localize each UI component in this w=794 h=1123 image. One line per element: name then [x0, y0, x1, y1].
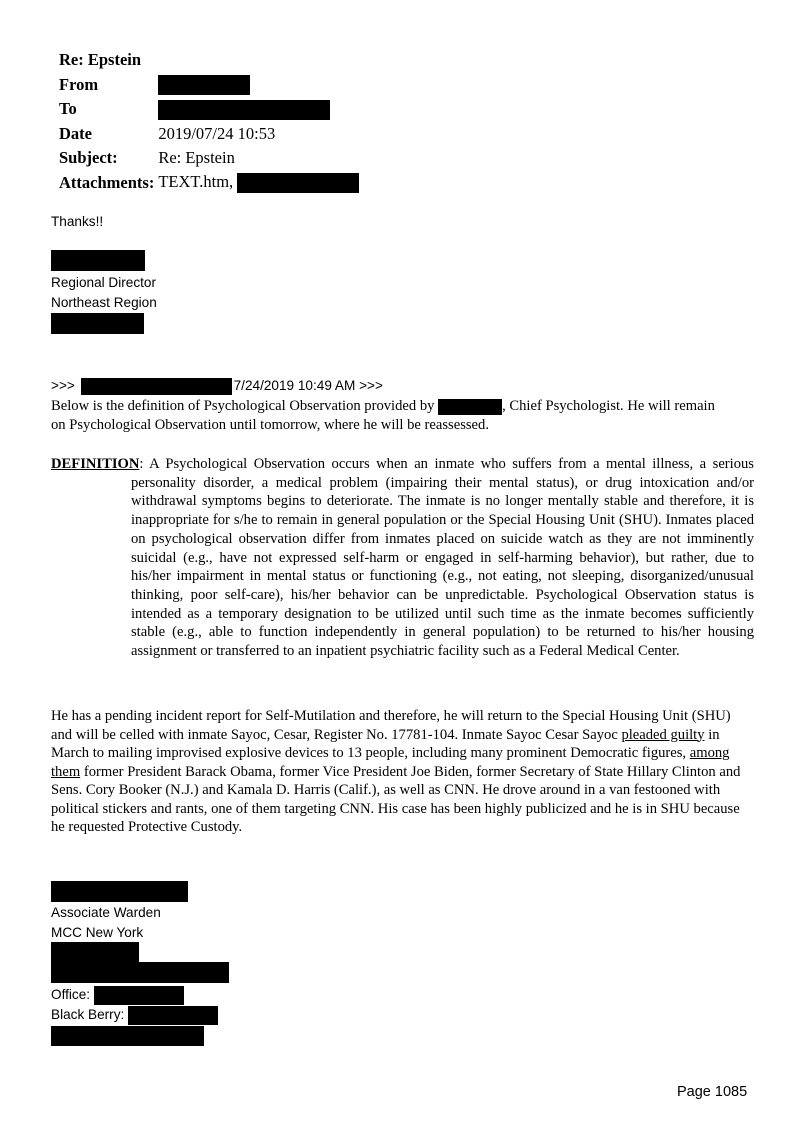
sig-warden-title: Associate Warden [51, 905, 161, 920]
date-value: 2019/07/24 10:53 [158, 123, 276, 143]
to-label: To [59, 99, 77, 119]
among-them-link[interactable]: among them [51, 745, 730, 780]
incident-paragraph [51, 707, 751, 837]
redaction-box [51, 250, 145, 271]
attachments-label: Attachments: [59, 172, 155, 192]
redaction-box [51, 962, 229, 983]
subject-value: Re: Epstein [158, 148, 235, 168]
quote-timestamp: 7/24/2019 10:49 AM >>> [233, 378, 383, 393]
redaction-box [51, 313, 144, 334]
email-header [59, 48, 359, 195]
reply-greeting: Thanks!! [51, 214, 104, 229]
sig-org: MCC New York [51, 925, 144, 940]
redaction-box [128, 1006, 218, 1025]
definition-text: : A Psychological Observation occurs when an inmate who suffers from a mental illness, a serious personality disorder, a medical problem (impairing their mental status), or drug intoxication and/or withdrawal symptoms begins to deteriorate. The inmate is no longer mentally stable and therefore, it is inappropriate for s/he to remain in general population or the Special Housing Unit (SHU). Inmates placed on psychological observation differ from inmates placed on suicide watch as they are not imminently suicidal (e.g., have not expressed self-harm or engaged in self-harming behavior), but rather, due to his/her impairment in mental status or functioning (e.g., not eating, not sleeping, disorganized/unusual thinking, poor self-care), his/her behavior can be unpredictable. Psychological Observation status is intended as a temporary designation to be utilized until such time as the inmate becomes sufficiently stable (e.g., able to function independently in general population) to be returned to his/her housing assignment or transferred to an inpatient psychiatric facility such as a Federal Medical Center. [131, 456, 754, 660]
subject-label: Subject: [59, 148, 118, 168]
date-label: Date [59, 123, 92, 143]
redaction-box [158, 75, 250, 95]
attachment-file[interactable]: TEXT.htm, [158, 172, 234, 192]
redaction-box [158, 100, 330, 120]
definition-label: DEFINITION [51, 456, 140, 472]
blackberry-line [51, 1005, 218, 1025]
blackberry-label: Black Berry: [51, 1007, 125, 1022]
sig-region: Northeast Region [51, 295, 157, 310]
redaction-box [51, 881, 188, 902]
office-line [51, 985, 184, 1005]
para-text-1: He has a pending incident report for Self-Mutilation and therefore, he will return to the Special Housing Unit (SHU) and will be celled with inmate Sayoc, Cesar, Register No. 17781-104. Inmate Sayoc Cesar Sayoc [51, 708, 731, 743]
intro-text: Below is the definition of Psychological Observation provided by [51, 398, 435, 414]
quoted-header [51, 376, 383, 396]
quote-prefix: >>> [51, 378, 75, 393]
redaction-box [51, 942, 139, 962]
email-title: Re: Epstein [59, 50, 142, 70]
pleaded-guilty-link[interactable]: pleaded guilty [621, 726, 705, 743]
redaction-box [438, 399, 502, 415]
para-text-3: former President Barack Obama, former Vice President Joe Biden, former Secretary of State Hillary Clinton and Sens. Cory Booker (N.J.) and Kamala D. Harris (Calif.), as well as CNN. He drove around in a van festooned with political stickers and rants, one of them targeting CNN. His case has been highly publicized and he is in SHU because he requested Protective Custody. [51, 763, 741, 835]
sig-regional-title: Regional Director [51, 275, 157, 290]
intro-text-2: , Chief Psychologist. He will remain on Psychological Observation until tomorrow, where he will be reassessed. [51, 398, 715, 433]
redaction-box [94, 986, 184, 1005]
from-label: From [59, 74, 99, 94]
redaction-box [51, 1026, 204, 1046]
definition-block [51, 455, 754, 661]
redaction-box [81, 378, 232, 395]
para-text-2: in March to mailing improvised explosive devices to 13 people, including many prominent Democratic figures, [51, 726, 720, 761]
quoted-intro [51, 397, 731, 434]
redaction-box [237, 173, 359, 193]
page-number: Page 1085 [677, 1084, 748, 1100]
office-label: Office: [51, 987, 91, 1002]
